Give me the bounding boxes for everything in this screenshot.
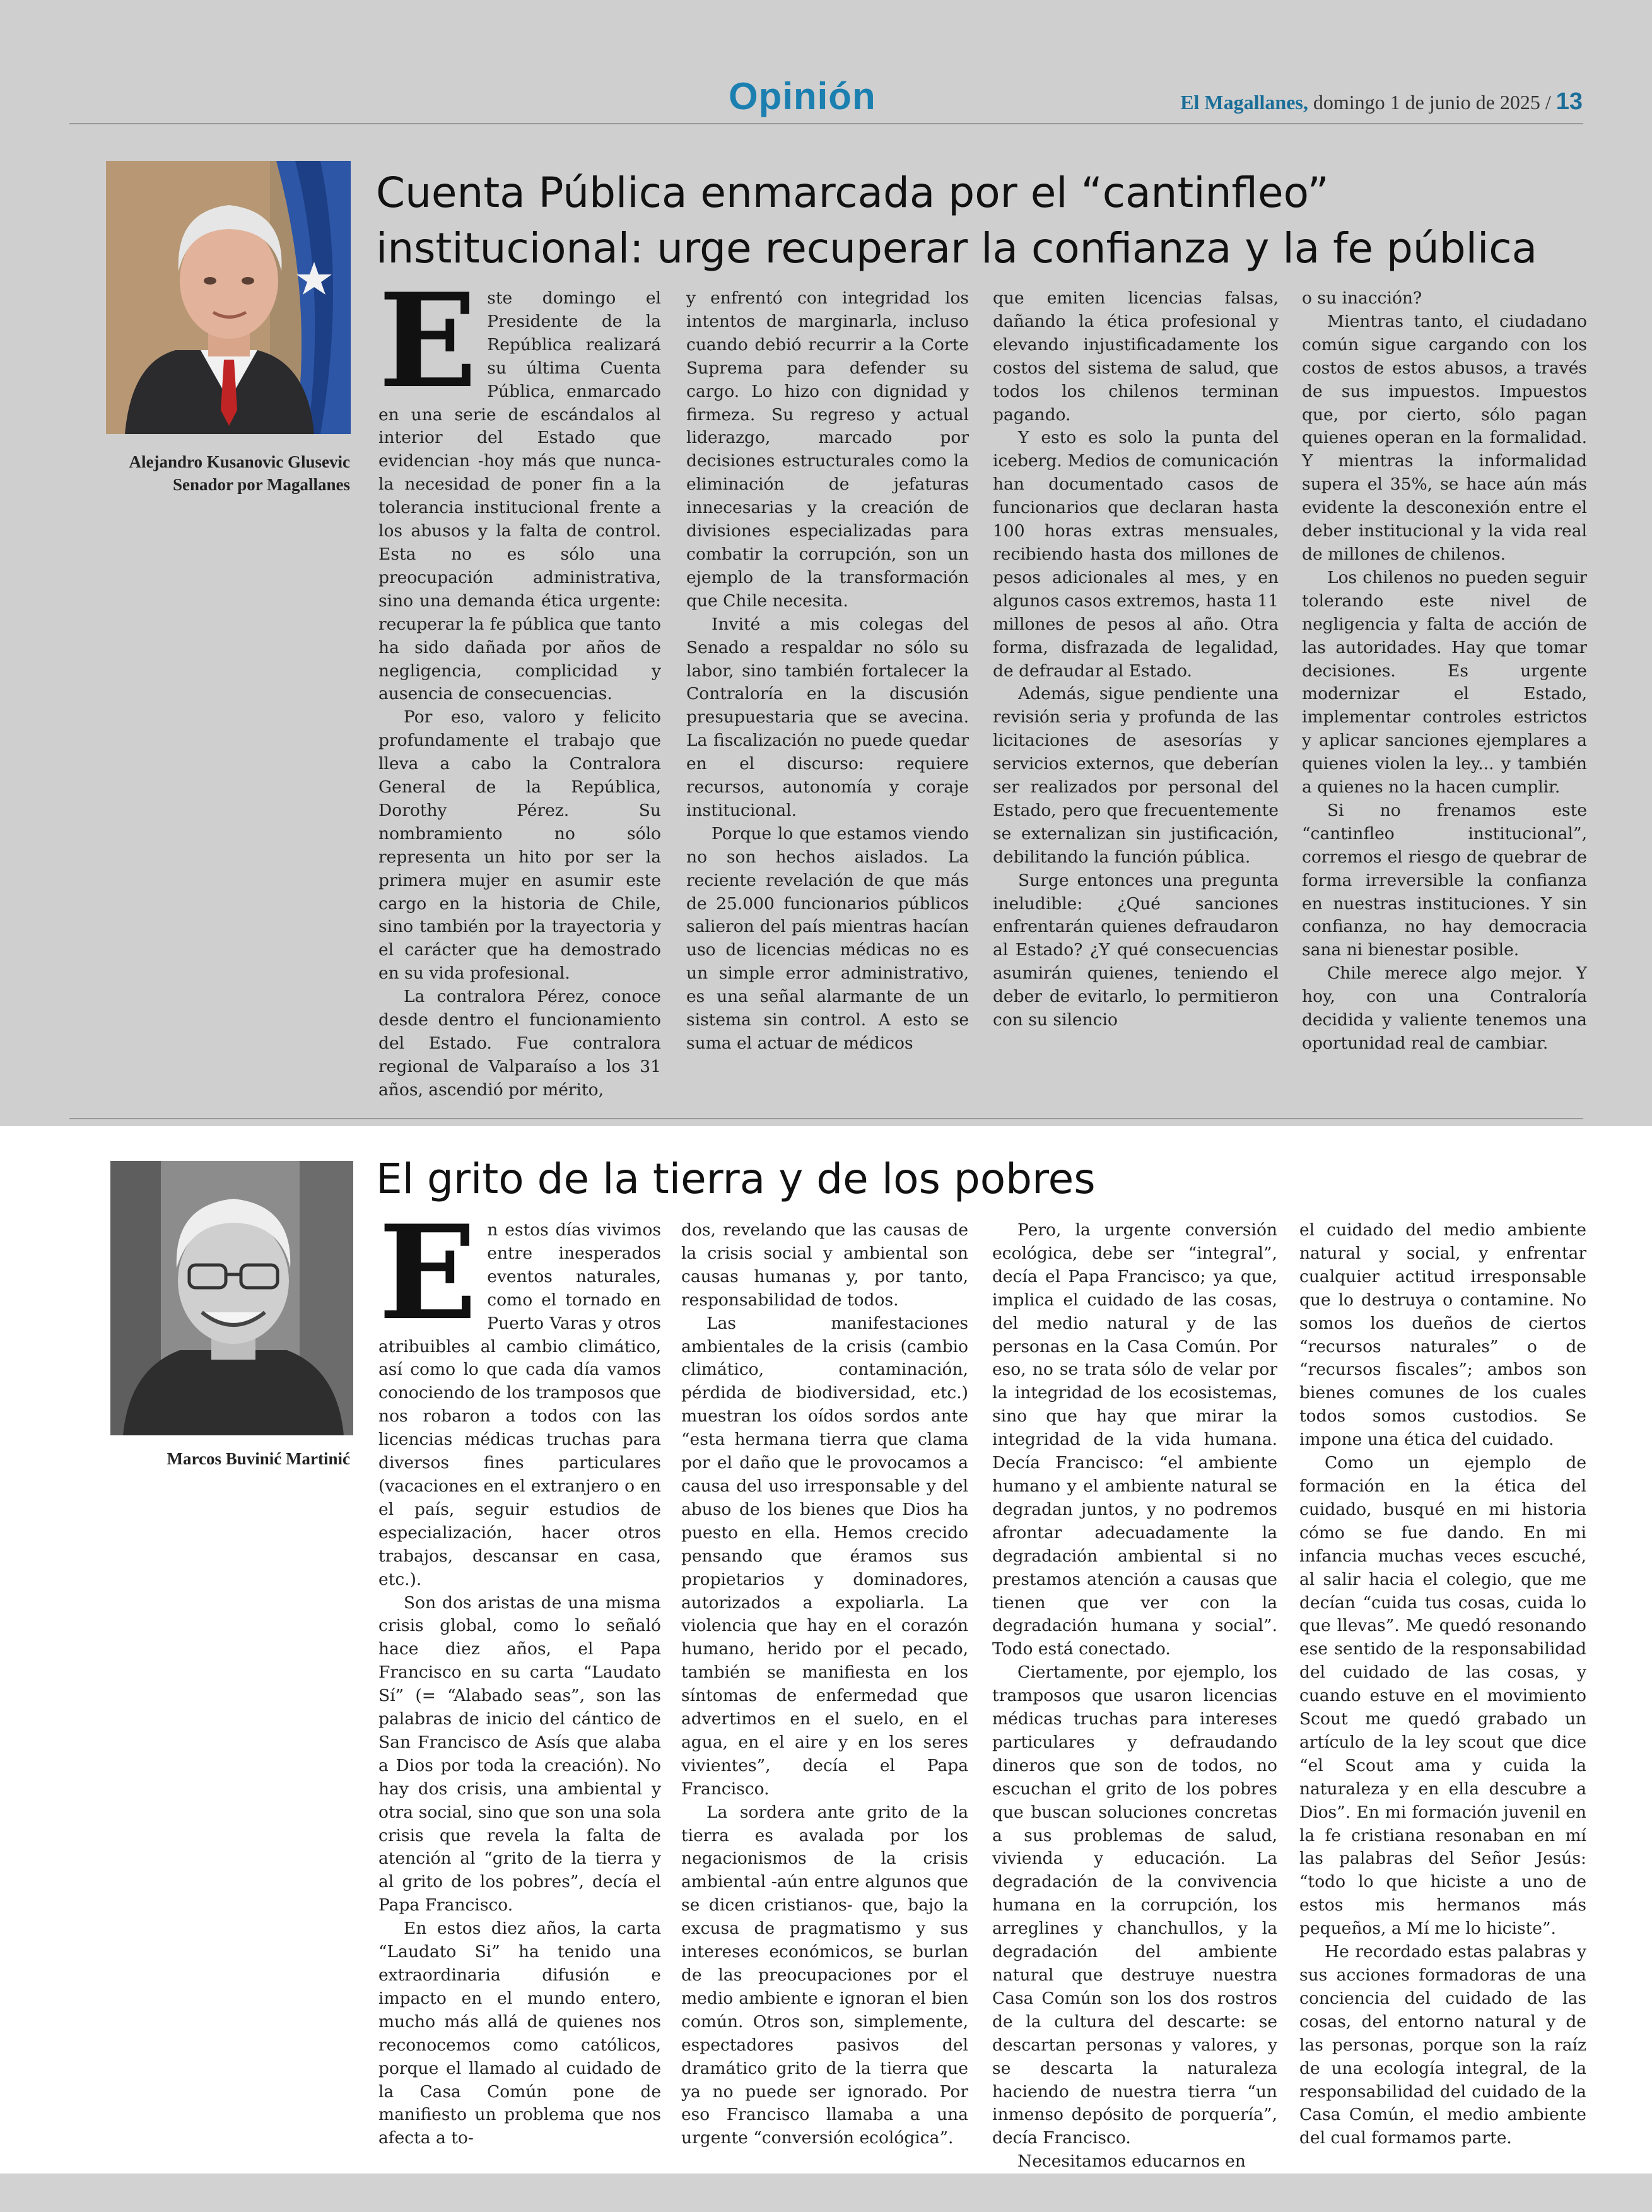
article2-headline: El grito de la tierra y de los pobres bbox=[376, 1155, 1096, 1203]
paragraph: Invité a mis colegas del Senado a respaldar no sólo su labor, sino también fortalecer la Contraloría en la discusión presupuestaria que se avecina. La fiscalización no puede quedar en el discurso: requiere recursos, autonomía y coraje institucional. bbox=[686, 614, 969, 820]
paragraph: Mientras tanto, el ciudadano común sigue cargando con los costos de estos abusos, a través de sus impuestos. Impuestos que, por cierto, sólo pagan quienes operan en la formalidad. Y mientras la informalidad supera el 35%, se hace aún más evidente la desconexión entre el deber institucional y la vida real de millones de chilenos. bbox=[1302, 311, 1587, 564]
paragraph: Necesitamos educarnos en bbox=[1017, 2151, 1246, 2172]
drop-cap: E bbox=[378, 1197, 477, 1349]
article2-column-3 bbox=[992, 1219, 1277, 2174]
paragraph: y enfrentó con integridad los intentos de marginarla, incluso cuando debió recurrir a la Corte Suprema para defender su cargo. Lo hizo con dignidad y firmeza. Su regreso y actual liderazgo, marcado por decisiones estructurales como la eliminación de jefaturas innecesarias y la creación de divisiones especializadas para combatir la corrupción, son un ejemplo de la transformación que Chile necesita. bbox=[686, 288, 969, 611]
article1-column-4 bbox=[1302, 287, 1587, 1056]
paragraph: Pero, la urgente conversión ecológica, debe ser “integral”, decía el Papa Francisco; ya que, implica el cuidado de las cosas, del medio natural y de las personas en la Casa Común. Por eso, no se trata sólo de velar por la integridad de los ecosistemas, sino que hay que mirar la integridad de la vida humana. Decía Francisco: “el ambiente humano y el ambiente natural se degradan juntos, y no podremos afrontar adecuadamente la degradación ambiental si no prestamos atención a causas que tienen que ver con la degradación humana y social”. Todo está conectado. bbox=[992, 1220, 1277, 1659]
paragraph: Como un ejemplo de formación en la ética del cuidado, busqué en mi historia cómo se fue dando. En mi infancia muchas veces escuché, al salir hacia el colegio, que me decían “cuida tus cosas, cuida lo que llevas”. Me quedó resonando ese sentido de la responsabilidad del cuidado de las cosas, y cuando estuve en el movimiento Scout me quedó grabado un artículo de la ley scout que dice “el Scout ama y cuida la naturaleza y en ella descubre a Dios”. En mi formación juvenil en la fe cristiana resonaban en mí las palabras del Señor Jesús: “todo lo que hiciste a uno de estos mis hermanos más pequeños, a Mí me lo hiciste”. bbox=[1299, 1453, 1586, 1939]
headline-line-1: Cuenta Pública enmarcada por el “cantinfleo” bbox=[376, 168, 1329, 217]
portrait-buvinic-image bbox=[110, 1161, 353, 1435]
author-caption-2 bbox=[38, 1447, 350, 1470]
paragraph: Chile merece algo mejor. Y hoy, con una Contraloría decidida y valiente tenemos una oportunidad real de cambiar. bbox=[1302, 963, 1587, 1053]
article1-column-3 bbox=[993, 287, 1279, 1032]
author-name: Marcos Buvinić Martinić bbox=[167, 1449, 350, 1468]
article2-column-1 bbox=[378, 1197, 661, 2150]
paragraph: o su inacción? bbox=[1302, 288, 1422, 308]
paragraph: He recordado estas palabras y sus acciones formadoras de una conciencia del cuidado de las cosas, del entorno natural y de las personas, porque son la raíz de una ecología integral, de la responsabilidad del cuidado de la Casa Común, el medio ambiente del cual formamos parte. bbox=[1299, 1942, 1586, 2148]
page-header-info bbox=[1180, 88, 1583, 115]
newspaper-name: El Magallanes, bbox=[1180, 91, 1308, 114]
paragraph: ste domingo el Presidente de la República realizará su última Cuenta Pública, enmarcado en una serie de escándalos al interior del Estado que evidencian -hoy más que nunca- la necesidad de poner fin a la tolerancia institucional frente a los abusos y la falta de control. Esta no es sólo una preocupación administrativa, sino una demanda ética urgente: recuperar la fe pública que tanto ha sido dañada por años de negligencia, complicidad y ausencia de consecuencias. bbox=[378, 288, 661, 704]
author-caption-1 bbox=[38, 450, 350, 497]
headline-line-2: institucional: urge recuperar la confianza y la fe pública bbox=[376, 223, 1538, 273]
author-photo-buvinic bbox=[110, 1161, 353, 1435]
paragraph: La contralora Pérez, conoce desde dentro el funcionamiento del Estado. Fue contralora regional de Valparaíso a los 31 años, ascendió por mérito, bbox=[378, 987, 661, 1100]
paragraph: n estos días vivimos entre inesperados eventos naturales, como el tornado en Puerto Varas y otros atribuibles al cambio climático, así como lo que cada día vamos conociendo de los tramposos que nos robaron a todos con las licencias médicas truchas para diversos fines particulares (vacaciones en el extranjero o en el país, seguir estudios de especialización, hacer otros trabajos, descansar en casa, etc.). bbox=[378, 1220, 661, 1589]
paragraph: Por eso, valoro y felicito profundamente el trabajo que lleva a cabo la Contralora General de la República, Dorothy Pérez. Su nombramiento no sólo representa un hito por ser la primera mujer en asumir este cargo en la historia de Chile, sino también por la trayectoria y el carácter que ha demostrado en su vida profesional. bbox=[378, 707, 661, 984]
paragraph: Además, sigue pendiente una revisión seria y profunda de las licitaciones de asesorías y servicios externos, que deberían ser realizados por personal del Estado, pero que frecuentemente se externalizan sin justificación, debilitando la función pública. bbox=[993, 684, 1279, 867]
article1-column-1 bbox=[378, 266, 661, 1102]
issue-date: domingo 1 de junio de 2025 bbox=[1313, 91, 1540, 114]
paragraph: Ciertamente, por ejemplo, los tramposos que usaron licencias médicas truchas para intereses particulares y defraudando dineros que son de todos, no escuchan el grito de los pobres que buscan soluciones concretas a sus problemas de salud, vivienda y educación. La degradación de la convivencia humana en la corrupción, los arreglines y chanchullos, y la degradación del ambiente natural que destruye nuestra Casa Común son los dos rostros de la cultura del descarte: se descartan personas y valores, y se descarta la naturaleza haciendo de nuestra tierra “un inmenso depósito de porquería”, decía Francisco. bbox=[992, 1662, 1277, 2148]
paragraph: dos, revelando que las causas de la crisis social y ambiental son causas humanas y, por tanto, responsabilidad de todos. bbox=[681, 1220, 968, 1310]
article1-column-2 bbox=[686, 287, 969, 1056]
header-rule bbox=[69, 123, 1583, 124]
paragraph: el cuidado del medio ambiente natural y social, y enfrentar cualquier actitud irresponsable que lo destruya o contamine. No somos los dueños de ciertos “recursos naturales” o de “recursos fiscales”; ambos son bienes comunes de los cuales todos somos custodios. Se impone una ética del cuidado. bbox=[1299, 1220, 1586, 1450]
paragraph: Y esto es solo la punta del iceberg. Medios de comunicación han documentado casos de funcionarios que declaran hasta 100 horas extras mensuales, recibiendo hasta dos millones de pesos adicionales al mes, y en algunos casos extremos, hasta 11 millones de pesos al año. Otra forma, disfrazada de legalidad, de defraudar al Estado. bbox=[993, 428, 1279, 681]
paragraph: Las manifestaciones ambientales de la crisis (cambio climático, contaminación, pérdida de biodiversidad, etc.) muestran los oídos sordos ante “esta hermana tierra que clama por el daño que le provocamos a causa del uso irresponsable y del abuso de los bienes que Dios ha puesto en ella. Hemos crecido pensando que éramos sus propietarios y dominadores, autorizados a expoliarla. La violencia que hay en el corazón humano, herido por el pecado, también se manifiesta en los síntomas de enfermedad que advertimos en el suelo, en el agua, en el aire y en los seres vivientes”, decía el Papa Francisco. bbox=[681, 1313, 968, 1799]
article-divider bbox=[69, 1118, 1583, 1119]
author-name: Alejandro Kusanovic Glusevic bbox=[129, 452, 350, 471]
page-footer-strip bbox=[0, 2174, 1652, 2212]
drop-cap: E bbox=[378, 266, 477, 417]
page-number: 13 bbox=[1555, 88, 1583, 115]
paragraph: En estos diez años, la carta “Laudato Si” ha tenido una extraordinaria difusión e impacto en el mundo entero, mucho más allá de quienes nos reconocemos como católicos, porque el llamado al cuidado de la Casa Común pone de manifiesto un problema que nos afecta a to- bbox=[378, 1919, 661, 2148]
paragraph: La sordera ante grito de la tierra es avalada por los negacionismos de la crisis ambiental -aún entre algunos que se dicen cristianos- que, bajo la excusa de pragmatismo y sus intereses económicos, se burlan de las preocupaciones por el medio ambiente e ignoran el bien común. Otros son, simplemente, espectadores pasivos del dramático grito de la tierra que ya no puede ser ignorado. Por eso Francisco llamaba a una urgente “conversión ecológica”. bbox=[681, 1802, 968, 2148]
portrait-kusanovic-image bbox=[106, 161, 351, 434]
paragraph: Los chilenos no pueden seguir tolerando este nivel de negligencia y falta de acción de las autoridades. Hay que tomar decisiones. Es urgente modernizar el Estado, implementar controles estrictos y aplicar sanciones ejemplares a quienes violen la ley... y también a quienes no la hacen cumplir. bbox=[1302, 567, 1587, 797]
paragraph: Porque lo que estamos viendo no son hechos aislados. La reciente revelación de que más de 25.000 funcionarios públicos salieron del país mientras hacían uso de licencias médicas no es un simple error administrativo, es una señal alarmante de un sistema sin control. A esto se suma el actuar de médicos bbox=[686, 823, 969, 1053]
section-title: Opinión bbox=[729, 75, 876, 117]
paragraph: Son dos aristas de una misma crisis global, como lo señaló hace diez años, el Papa Francisco en su carta “Laudato Sí” (= “Alabado seas”, son las palabras de inicio del cántico de San Francisco de Asís que alaba a Dios por toda la creación). No hay dos crisis, una ambiental y otra social, sino que son una sola crisis que revela la falta de atención al “grito de la tierra y al grito de los pobres”, decía el Papa Francisco. bbox=[378, 1592, 661, 1915]
paragraph: Surge entonces una pregunta ineludible: ¿Qué sanciones enfrentarán quienes defraudaron al Estado? ¿Y qué consecuencias asumirán quienes, teniendo el deber de evitarlo, lo permitieron con su silencio bbox=[993, 870, 1279, 1030]
article1-headline bbox=[376, 165, 1587, 276]
author-photo-kusanovic bbox=[106, 161, 351, 434]
paragraph: Si no frenamos este “cantinfleo institucional”, corremos el riesgo de quebrar de forma irreversible la confianza en nuestras instituciones. Y sin confianza, no hay democracia sana ni bienestar posible. bbox=[1302, 800, 1587, 960]
article2-column-4 bbox=[1299, 1219, 1586, 2150]
header-separator: / bbox=[1545, 91, 1551, 114]
paragraph: que emiten licencias falsas, dañando la ética profesional y elevando injustificadamente los costos del sistema de salud, que todos los chilenos terminan pagando. bbox=[993, 288, 1279, 425]
author-role: Senador por Magallanes bbox=[172, 475, 350, 495]
article2-column-2 bbox=[681, 1219, 968, 2150]
